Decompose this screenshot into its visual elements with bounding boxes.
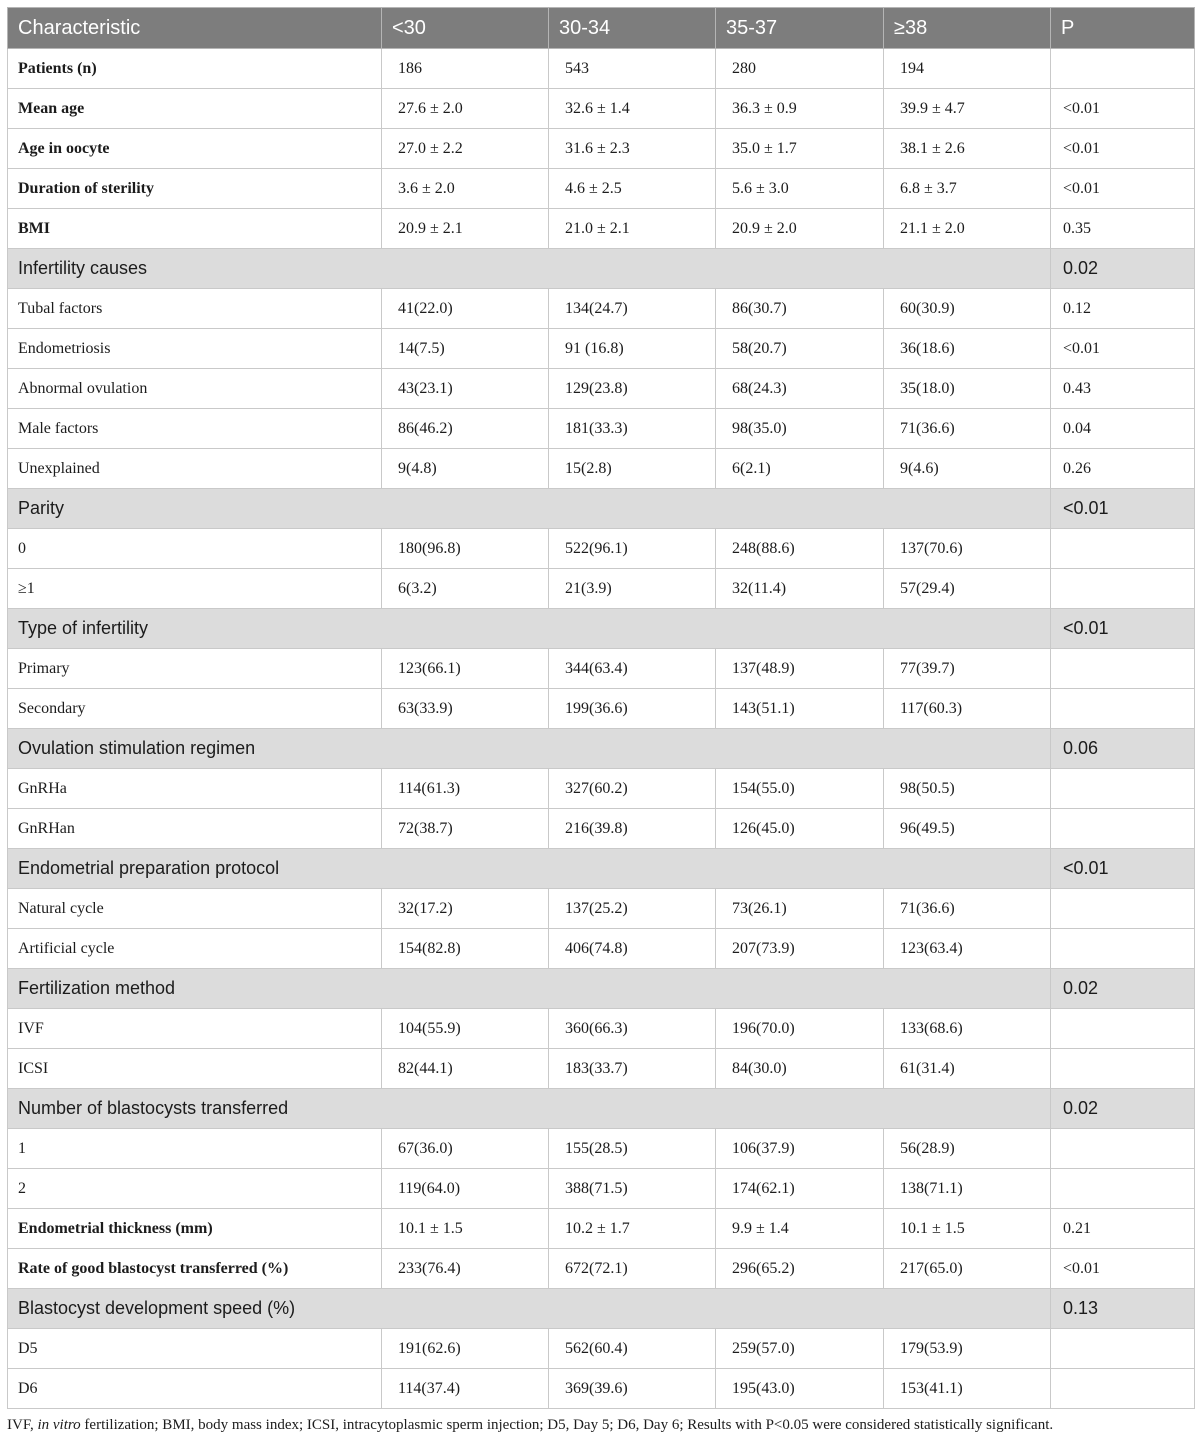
cell-value: 133(68.6) xyxy=(884,1009,1051,1049)
cell-value: 360(66.3) xyxy=(549,1009,716,1049)
cell-value: 138(71.1) xyxy=(884,1169,1051,1209)
cell-value: 153(41.1) xyxy=(884,1369,1051,1409)
cell-value: 6.8 ± 3.7 xyxy=(884,169,1051,209)
cell-value: 21.1 ± 2.0 xyxy=(884,209,1051,249)
cell-value: 86(30.7) xyxy=(716,289,884,329)
cell-value: 3.6 ± 2.0 xyxy=(382,169,549,209)
table-row xyxy=(8,1369,1195,1409)
section-row xyxy=(8,249,1195,289)
cell-value: 35.0 ± 1.7 xyxy=(716,129,884,169)
cell-value: 96(49.5) xyxy=(884,809,1051,849)
cell-value: 9(4.6) xyxy=(884,449,1051,489)
section-row xyxy=(8,1289,1195,1329)
table-row xyxy=(8,329,1195,369)
footnote-text-2: fertilization; BMI, body mass index; ICSI, intracytoplasmic sperm injection; D5, Day 5; D6, Day 6; Results with P<0.05 were considered statistically significant. xyxy=(80,1417,1054,1433)
cell-p-value xyxy=(1051,529,1195,569)
cell-value: 123(66.1) xyxy=(382,649,549,689)
section-p-value: <0.01 xyxy=(1051,609,1195,649)
table-row xyxy=(8,1169,1195,1209)
cell-value: 57(29.4) xyxy=(884,569,1051,609)
header-age-under-30: <30 xyxy=(382,8,549,49)
row-label: Age in oocyte xyxy=(8,129,382,169)
cell-value: 98(35.0) xyxy=(716,409,884,449)
cell-value: 106(37.9) xyxy=(716,1129,884,1169)
cell-value: 10.1 ± 1.5 xyxy=(884,1209,1051,1249)
cell-value: 61(31.4) xyxy=(884,1049,1051,1089)
row-label: ICSI xyxy=(8,1049,382,1089)
table-row xyxy=(8,1129,1195,1169)
section-p-value: 0.06 xyxy=(1051,729,1195,769)
cell-p-value xyxy=(1051,889,1195,929)
cell-value: 137(25.2) xyxy=(549,889,716,929)
cell-p-value: <0.01 xyxy=(1051,169,1195,209)
cell-value: 21.0 ± 2.1 xyxy=(549,209,716,249)
row-label: Duration of sterility xyxy=(8,169,382,209)
cell-p-value xyxy=(1051,1129,1195,1169)
section-row xyxy=(8,849,1195,889)
section-p-value: 0.02 xyxy=(1051,969,1195,1009)
cell-p-value xyxy=(1051,689,1195,729)
section-p-value: 0.02 xyxy=(1051,249,1195,289)
cell-p-value: 0.04 xyxy=(1051,409,1195,449)
header-row xyxy=(8,8,1195,49)
section-label: Blastocyst development speed (%) xyxy=(8,1289,1051,1329)
characteristics-table xyxy=(7,7,1195,1409)
cell-value: 39.9 ± 4.7 xyxy=(884,89,1051,129)
table-row xyxy=(8,769,1195,809)
header-p-value: P xyxy=(1051,8,1195,49)
section-row xyxy=(8,1089,1195,1129)
table-row xyxy=(8,89,1195,129)
section-label: Parity xyxy=(8,489,1051,529)
cell-value: 63(33.9) xyxy=(382,689,549,729)
cell-value: 344(63.4) xyxy=(549,649,716,689)
cell-value: 36.3 ± 0.9 xyxy=(716,89,884,129)
table-row xyxy=(8,929,1195,969)
cell-value: 196(70.0) xyxy=(716,1009,884,1049)
section-label: Fertilization method xyxy=(8,969,1051,1009)
section-p-value: <0.01 xyxy=(1051,849,1195,889)
row-label: Patients (n) xyxy=(8,49,382,89)
cell-value: 10.1 ± 1.5 xyxy=(382,1209,549,1249)
cell-p-value xyxy=(1051,1049,1195,1089)
cell-value: 31.6 ± 2.3 xyxy=(549,129,716,169)
table-row xyxy=(8,49,1195,89)
table-row xyxy=(8,529,1195,569)
row-label: ≥1 xyxy=(8,569,382,609)
row-label: Unexplained xyxy=(8,449,382,489)
cell-value: 129(23.8) xyxy=(549,369,716,409)
cell-value: 60(30.9) xyxy=(884,289,1051,329)
cell-p-value xyxy=(1051,569,1195,609)
row-label: Rate of good blastocyst transferred (%) xyxy=(8,1249,382,1289)
cell-value: 9.9 ± 1.4 xyxy=(716,1209,884,1249)
row-label: D5 xyxy=(8,1329,382,1369)
cell-value: 84(30.0) xyxy=(716,1049,884,1089)
cell-value: 35(18.0) xyxy=(884,369,1051,409)
cell-value: 9(4.8) xyxy=(382,449,549,489)
cell-value: 280 xyxy=(716,49,884,89)
cell-value: 32.6 ± 1.4 xyxy=(549,89,716,129)
table-row xyxy=(8,809,1195,849)
cell-value: 522(96.1) xyxy=(549,529,716,569)
cell-value: 117(60.3) xyxy=(884,689,1051,729)
cell-value: 154(82.8) xyxy=(382,929,549,969)
cell-p-value: 0.26 xyxy=(1051,449,1195,489)
row-label: Tubal factors xyxy=(8,289,382,329)
footnote-text-1: IVF, xyxy=(7,1417,38,1433)
cell-value: 174(62.1) xyxy=(716,1169,884,1209)
cell-p-value: <0.01 xyxy=(1051,1249,1195,1289)
cell-value: 199(36.6) xyxy=(549,689,716,729)
cell-value: 4.6 ± 2.5 xyxy=(549,169,716,209)
table-row xyxy=(8,369,1195,409)
row-label: GnRHan xyxy=(8,809,382,849)
section-row xyxy=(8,609,1195,649)
cell-value: 543 xyxy=(549,49,716,89)
cell-value: 114(37.4) xyxy=(382,1369,549,1409)
cell-value: 183(33.7) xyxy=(549,1049,716,1089)
cell-p-value xyxy=(1051,1009,1195,1049)
section-label: Ovulation stimulation regimen xyxy=(8,729,1051,769)
cell-value: 327(60.2) xyxy=(549,769,716,809)
cell-value: 179(53.9) xyxy=(884,1329,1051,1369)
cell-value: 123(63.4) xyxy=(884,929,1051,969)
cell-value: 73(26.1) xyxy=(716,889,884,929)
header-age-30-34: 30-34 xyxy=(549,8,716,49)
cell-value: 43(23.1) xyxy=(382,369,549,409)
cell-value: 32(11.4) xyxy=(716,569,884,609)
cell-value: 82(44.1) xyxy=(382,1049,549,1089)
table-body xyxy=(8,49,1195,1409)
cell-value: 143(51.1) xyxy=(716,689,884,729)
table-row xyxy=(8,449,1195,489)
cell-value: 233(76.4) xyxy=(382,1249,549,1289)
cell-value: 10.2 ± 1.7 xyxy=(549,1209,716,1249)
cell-value: 406(74.8) xyxy=(549,929,716,969)
table-row xyxy=(8,409,1195,449)
row-label: Endometrial thickness (mm) xyxy=(8,1209,382,1249)
table-row xyxy=(8,129,1195,169)
cell-value: 155(28.5) xyxy=(549,1129,716,1169)
cell-value: 71(36.6) xyxy=(884,889,1051,929)
cell-p-value: 0.43 xyxy=(1051,369,1195,409)
cell-value: 38.1 ± 2.6 xyxy=(884,129,1051,169)
row-label: Secondary xyxy=(8,689,382,729)
section-row xyxy=(8,969,1195,1009)
table-row xyxy=(8,569,1195,609)
cell-p-value xyxy=(1051,769,1195,809)
cell-value: 134(24.7) xyxy=(549,289,716,329)
table-row xyxy=(8,209,1195,249)
cell-value: 72(38.7) xyxy=(382,809,549,849)
table-row xyxy=(8,1329,1195,1369)
cell-value: 248(88.6) xyxy=(716,529,884,569)
cell-p-value: <0.01 xyxy=(1051,129,1195,169)
cell-p-value xyxy=(1051,649,1195,689)
cell-value: 67(36.0) xyxy=(382,1129,549,1169)
row-label: BMI xyxy=(8,209,382,249)
cell-value: 216(39.8) xyxy=(549,809,716,849)
cell-value: 207(73.9) xyxy=(716,929,884,969)
cell-value: 32(17.2) xyxy=(382,889,549,929)
row-label: Male factors xyxy=(8,409,382,449)
row-label: Abnormal ovulation xyxy=(8,369,382,409)
section-label: Number of blastocysts transferred xyxy=(8,1089,1051,1129)
cell-value: 5.6 ± 3.0 xyxy=(716,169,884,209)
cell-p-value xyxy=(1051,1369,1195,1409)
cell-p-value: <0.01 xyxy=(1051,89,1195,129)
cell-value: 86(46.2) xyxy=(382,409,549,449)
table-header xyxy=(8,8,1195,49)
cell-value: 68(24.3) xyxy=(716,369,884,409)
table-row xyxy=(8,169,1195,209)
row-label: Mean age xyxy=(8,89,382,129)
cell-value: 388(71.5) xyxy=(549,1169,716,1209)
cell-value: 58(20.7) xyxy=(716,329,884,369)
row-label: Primary xyxy=(8,649,382,689)
cell-value: 186 xyxy=(382,49,549,89)
cell-value: 126(45.0) xyxy=(716,809,884,849)
cell-value: 154(55.0) xyxy=(716,769,884,809)
cell-value: 180(96.8) xyxy=(382,529,549,569)
cell-value: 114(61.3) xyxy=(382,769,549,809)
header-characteristic: Characteristic xyxy=(8,8,382,49)
cell-value: 36(18.6) xyxy=(884,329,1051,369)
table-row xyxy=(8,889,1195,929)
section-row xyxy=(8,489,1195,529)
cell-value: 195(43.0) xyxy=(716,1369,884,1409)
section-p-value: 0.13 xyxy=(1051,1289,1195,1329)
cell-p-value: 0.21 xyxy=(1051,1209,1195,1249)
header-age-38-plus: ≥38 xyxy=(884,8,1051,49)
cell-value: 562(60.4) xyxy=(549,1329,716,1369)
cell-p-value xyxy=(1051,929,1195,969)
cell-p-value xyxy=(1051,809,1195,849)
header-age-35-37: 35-37 xyxy=(716,8,884,49)
table-row xyxy=(8,689,1195,729)
cell-value: 41(22.0) xyxy=(382,289,549,329)
section-p-value: 0.02 xyxy=(1051,1089,1195,1129)
cell-value: 56(28.9) xyxy=(884,1129,1051,1169)
cell-value: 27.0 ± 2.2 xyxy=(382,129,549,169)
table-row xyxy=(8,1209,1195,1249)
cell-value: 369(39.6) xyxy=(549,1369,716,1409)
cell-value: 6(3.2) xyxy=(382,569,549,609)
cell-value: 296(65.2) xyxy=(716,1249,884,1289)
cell-value: 137(48.9) xyxy=(716,649,884,689)
cell-value: 119(64.0) xyxy=(382,1169,549,1209)
section-p-value: <0.01 xyxy=(1051,489,1195,529)
table-container xyxy=(7,7,1194,1434)
row-label: D6 xyxy=(8,1369,382,1409)
section-label: Type of infertility xyxy=(8,609,1051,649)
cell-value: 672(72.1) xyxy=(549,1249,716,1289)
cell-p-value: 0.12 xyxy=(1051,289,1195,329)
table-footnote xyxy=(7,1417,1194,1434)
row-label: Endometriosis xyxy=(8,329,382,369)
row-label: Artificial cycle xyxy=(8,929,382,969)
cell-value: 259(57.0) xyxy=(716,1329,884,1369)
row-label: 0 xyxy=(8,529,382,569)
cell-value: 91 (16.8) xyxy=(549,329,716,369)
cell-value: 71(36.6) xyxy=(884,409,1051,449)
table-row xyxy=(8,649,1195,689)
cell-value: 20.9 ± 2.1 xyxy=(382,209,549,249)
cell-value: 6(2.1) xyxy=(716,449,884,489)
cell-value: 98(50.5) xyxy=(884,769,1051,809)
table-row xyxy=(8,1049,1195,1089)
cell-value: 14(7.5) xyxy=(382,329,549,369)
cell-value: 104(55.9) xyxy=(382,1009,549,1049)
row-label: GnRHa xyxy=(8,769,382,809)
section-label: Endometrial preparation protocol xyxy=(8,849,1051,889)
footnote-italic: in vitro xyxy=(37,1417,81,1433)
cell-value: 137(70.6) xyxy=(884,529,1051,569)
row-label: 2 xyxy=(8,1169,382,1209)
cell-p-value xyxy=(1051,1169,1195,1209)
row-label: IVF xyxy=(8,1009,382,1049)
cell-p-value xyxy=(1051,1329,1195,1369)
cell-value: 20.9 ± 2.0 xyxy=(716,209,884,249)
row-label: Natural cycle xyxy=(8,889,382,929)
table-row xyxy=(8,289,1195,329)
cell-p-value: <0.01 xyxy=(1051,329,1195,369)
cell-value: 194 xyxy=(884,49,1051,89)
section-label: Infertility causes xyxy=(8,249,1051,289)
cell-value: 21(3.9) xyxy=(549,569,716,609)
cell-value: 191(62.6) xyxy=(382,1329,549,1369)
cell-value: 181(33.3) xyxy=(549,409,716,449)
cell-value: 15(2.8) xyxy=(549,449,716,489)
table-row xyxy=(8,1009,1195,1049)
section-row xyxy=(8,729,1195,769)
table-row xyxy=(8,1249,1195,1289)
row-label: 1 xyxy=(8,1129,382,1169)
cell-value: 217(65.0) xyxy=(884,1249,1051,1289)
cell-p-value: 0.35 xyxy=(1051,209,1195,249)
cell-p-value xyxy=(1051,49,1195,89)
cell-value: 27.6 ± 2.0 xyxy=(382,89,549,129)
cell-value: 77(39.7) xyxy=(884,649,1051,689)
